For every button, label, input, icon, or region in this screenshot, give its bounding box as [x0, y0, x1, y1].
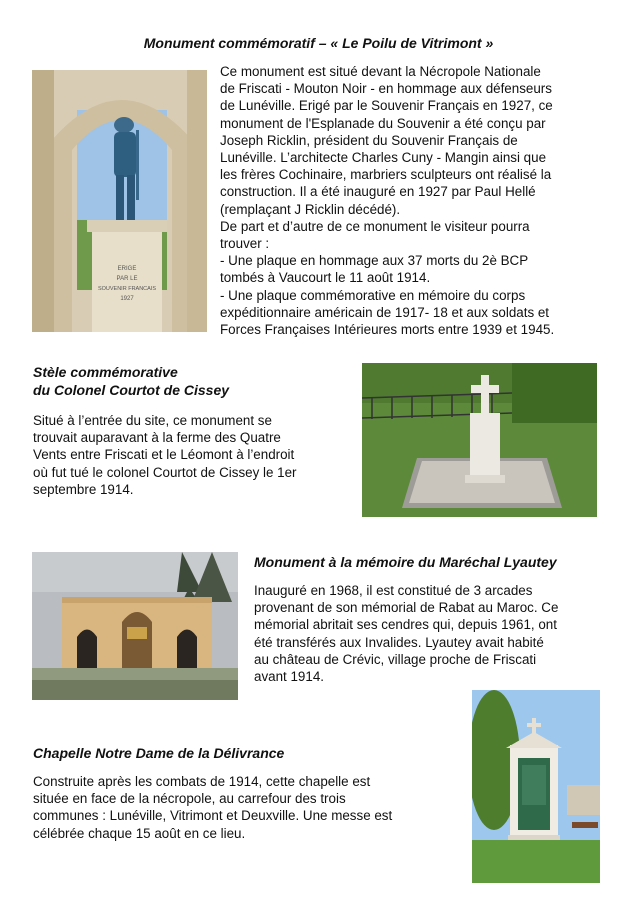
section3-text-line-2: provenant de son mémorial de Rabat au Maroc. Ce: [254, 600, 559, 616]
section1-text-line-9: (remplaçant J Ricklin décédé).: [220, 201, 401, 217]
section1-text-line-14: - Une plaque commémorative en mémoire du corps: [220, 287, 526, 303]
section3-text-line-5: au château de Crévic, village proche de Friscati: [254, 651, 537, 667]
section4-text: [33, 773, 460, 842]
chapel-photo: [472, 690, 600, 883]
section1-text-line-5: Joseph Ricklin, président du Souvenir Français de: [220, 132, 518, 148]
section4-title: Chapelle Notre Dame de la Délivrance: [33, 745, 285, 761]
section4-text-line-3: communes : Lunéville, Vitrimont et Deuxville. Une messe est: [33, 808, 393, 824]
section1-text-line-8: construction. Il a été inauguré en 1927 par Paul Hellé: [220, 184, 536, 200]
section4-text-line-2: située en face de la nécropole, au carrefour des trois: [33, 791, 346, 807]
section2-text-line-4: où fut tué le colonel Courtot de Cissey le 1er: [33, 464, 297, 480]
section1-title: Monument commémoratif – « Le Poilu de Vitrimont »: [143, 35, 494, 51]
section2-text: [33, 412, 348, 498]
inscription-line-2: PAR LE: [116, 276, 138, 282]
section1-text-line-7: les frères Cochinaire, marbriers sculpteurs ont réalisé la: [220, 167, 552, 183]
poilu-monument-photo: [32, 70, 207, 332]
section1-text-line-12: - Une plaque en hommage aux 37 morts du 2è BCP: [220, 253, 529, 269]
section2-text-line-3: Vents entre Friscati et le Léomont à l’endroit: [33, 447, 295, 463]
section1-text-line-10: De part et d’autre de ce monument le visiteur pourra: [220, 218, 530, 234]
section1-text-line-15: expéditionnaire américain de 1917- 18 et aux soldats et: [220, 304, 550, 320]
section1-text-line-2: de Friscati - Mouton Noir - en hommage aux défenseurs: [220, 81, 552, 97]
section3-title: Monument à la mémoire du Maréchal Lyautey: [254, 554, 557, 570]
section3-text-line-3: mémorial abritait ses cendres qui, depuis 1961, ont: [254, 617, 557, 633]
cissey-stele-photo: [362, 363, 597, 517]
section3-text-line-6: avant 1914.: [254, 669, 324, 685]
section3-text-line-4: été transférés aux Invalides. Lyautey avait habité: [254, 634, 544, 650]
section2-title-line-2: du Colonel Courtot de Cissey: [33, 382, 230, 398]
section2-title-line-1: Stèle commémorative: [33, 364, 178, 380]
lyautey-monument-photo: [32, 552, 238, 700]
section1-text-line-6: Lunéville. L’architecte Charles Cuny - Mangin ainsi que: [220, 150, 547, 166]
section2-title: [33, 363, 229, 399]
section2-text-line-5: septembre 1914.: [33, 481, 134, 497]
inscription-line-1: ERIGE: [117, 266, 137, 272]
section3-text: [254, 582, 606, 685]
section4-text-line-4: célébrée chaque 15 août en ce lieu.: [33, 825, 246, 841]
inscription-line-3: SOUVENIR FRANCAIS: [97, 286, 157, 292]
section4-text-line-1: Construite après les combats de 1914, cette chapelle est: [33, 774, 371, 789]
section1-text-line-16: Forces Françaises Intérieures morts entre 1939 et 1945.: [220, 322, 555, 338]
section1-text-line-4: monument de l'Esplanade du Souvenir a été conçu par: [220, 115, 546, 131]
inscription-line-4: 1927: [120, 296, 134, 302]
section1-text-line-3: de Lunéville. Erigé par le Souvenir Français en 1927, ce: [220, 98, 553, 114]
section2-text-line-1: Situé à l’entrée du site, ce monument se: [33, 413, 272, 428]
section1-text-line-1: Ce monument est situé devant la Nécropole Nationale: [220, 64, 541, 79]
section3-text-line-1: Inauguré en 1968, il est constitué de 3 arcades: [254, 583, 533, 598]
section1-text: [220, 63, 605, 338]
section1-text-line-13: tombés à Vaucourt le 11 août 1914.: [220, 270, 431, 286]
section1-text-line-11: trouver :: [220, 236, 270, 252]
section2-text-line-2: trouvait auparavant à la ferme des Quatre: [33, 430, 281, 446]
